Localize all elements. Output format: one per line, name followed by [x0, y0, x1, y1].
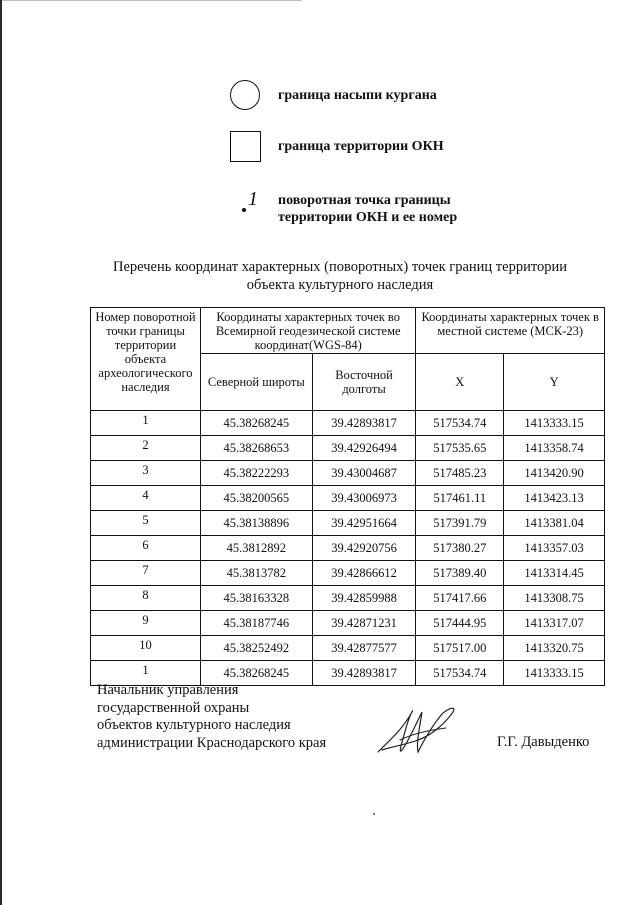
cell-longitude: 39.42866612 [312, 561, 416, 586]
cell-y: 1413317.07 [504, 611, 605, 636]
cell-longitude: 39.42871231 [312, 611, 416, 636]
cell-latitude: 45.38163328 [200, 586, 312, 611]
cell-longitude: 39.43004687 [312, 461, 416, 486]
legend-circle-symbol [230, 80, 260, 110]
cell-latitude: 45.38187746 [200, 611, 312, 636]
cell-y: 1413420.90 [504, 461, 605, 486]
page-top-edge [2, 0, 302, 1]
cell-latitude: 45.3813782 [200, 561, 312, 586]
cell-point-number: 5 [91, 511, 201, 536]
cell-x: 517517.00 [416, 636, 504, 661]
cell-y: 1413333.15 [504, 661, 605, 686]
header-msk23: Координаты характерных точек в местной системе (МСК-23) [416, 308, 605, 354]
cell-x: 517485.23 [416, 461, 504, 486]
legend-point-label [278, 192, 457, 226]
table-row [91, 611, 605, 636]
scan-speck [373, 813, 375, 815]
header-north-latitude: Северной широты [200, 354, 312, 411]
signer-line3: объектов культурного наследия [97, 717, 291, 733]
cell-x: 517389.40 [416, 561, 504, 586]
cell-longitude: 39.42877577 [312, 636, 416, 661]
cell-latitude: 45.3812892 [200, 536, 312, 561]
caption-line1: Перечень координат характерных (поворотных) точек границ территории [112, 259, 568, 275]
cell-latitude: 45.38268245 [200, 411, 312, 436]
cell-y: 1413320.75 [504, 636, 605, 661]
header-east-longitude: Восточной долготы [312, 354, 416, 411]
legend-point-symbol [242, 190, 262, 220]
coordinates-table [90, 307, 605, 686]
cell-y: 1413358.74 [504, 436, 605, 461]
cell-y: 1413314.45 [504, 561, 605, 586]
cell-latitude: 45.38138896 [200, 511, 312, 536]
cell-longitude: 39.42893817 [312, 661, 416, 686]
cell-longitude: 39.42926494 [312, 436, 416, 461]
cell-longitude: 39.42920756 [312, 536, 416, 561]
point-number: 1 [248, 188, 258, 210]
cell-latitude: 45.38268653 [200, 436, 312, 461]
cell-y: 1413381.04 [504, 511, 605, 536]
cell-x: 517444.95 [416, 611, 504, 636]
signer-line2: государственной охраны [97, 699, 250, 716]
cell-point-number: 10 [91, 636, 201, 661]
cell-x: 517535.65 [416, 436, 504, 461]
cell-point-number: 9 [91, 611, 201, 636]
table-row [91, 586, 605, 611]
cell-latitude: 45.38222293 [200, 461, 312, 486]
legend-point-label-line2: территории ОКН и ее номер [278, 210, 458, 225]
table-row [91, 561, 605, 586]
cell-point-number: 4 [91, 486, 201, 511]
cell-point-number: 6 [91, 536, 201, 561]
caption-line2: объекта культурного наследия [246, 277, 434, 293]
cell-latitude: 45.38268245 [200, 661, 312, 686]
cell-point-number: 3 [91, 461, 201, 486]
table-row [91, 486, 605, 511]
cell-point-number: 8 [91, 586, 201, 611]
cell-latitude: 45.38252492 [200, 636, 312, 661]
cell-point-number: 2 [91, 436, 201, 461]
signer-name: Г.Г. Давыденко [497, 734, 590, 750]
cell-point-number: 7 [91, 561, 201, 586]
table-row [91, 411, 605, 436]
cell-longitude: 39.42859988 [312, 586, 416, 611]
legend-square-label: граница территории ОКН [278, 139, 444, 154]
cell-x: 517391.79 [416, 511, 504, 536]
signer-line4: администрации Краснодарского края [97, 734, 327, 751]
cell-longitude: 39.42951664 [312, 511, 416, 536]
handwritten-signature [372, 700, 467, 762]
cell-y: 1413423.13 [504, 486, 605, 511]
header-y: Y [504, 354, 605, 411]
header-x: X [416, 354, 504, 411]
cell-longitude: 39.43006973 [312, 486, 416, 511]
cell-point-number: 1 [91, 411, 201, 436]
cell-point-number: 1 [91, 661, 201, 686]
signer-block [97, 682, 326, 752]
signer-line1: Начальник управления [97, 682, 239, 698]
page-left-border [0, 0, 2, 905]
point-dot [242, 208, 246, 212]
table-caption [80, 258, 600, 294]
header-wgs84: Координаты характерных точек во Всемирной геодезической системе координат(WGS-84) [200, 308, 415, 354]
cell-x: 517534.74 [416, 411, 504, 436]
cell-x: 517380.27 [416, 536, 504, 561]
table-row [91, 536, 605, 561]
cell-y: 1413357.03 [504, 536, 605, 561]
cell-y: 1413308.75 [504, 586, 605, 611]
table-row [91, 436, 605, 461]
cell-x: 517417.66 [416, 586, 504, 611]
table-row [91, 461, 605, 486]
cell-x: 517461.11 [416, 486, 504, 511]
table-row [91, 636, 605, 661]
cell-x: 517534.74 [416, 661, 504, 686]
legend-square-symbol [230, 131, 261, 162]
cell-latitude: 45.38200565 [200, 486, 312, 511]
header-point-number: Номер поворотной точки границы территории объекта археологического наследия [91, 308, 201, 411]
legend-point-label-line1: поворотная точка границы [278, 193, 451, 208]
cell-longitude: 39.42893817 [312, 411, 416, 436]
cell-y: 1413333.15 [504, 411, 605, 436]
table-row [91, 511, 605, 536]
legend-circle-label: граница насыпи кургана [278, 88, 437, 103]
